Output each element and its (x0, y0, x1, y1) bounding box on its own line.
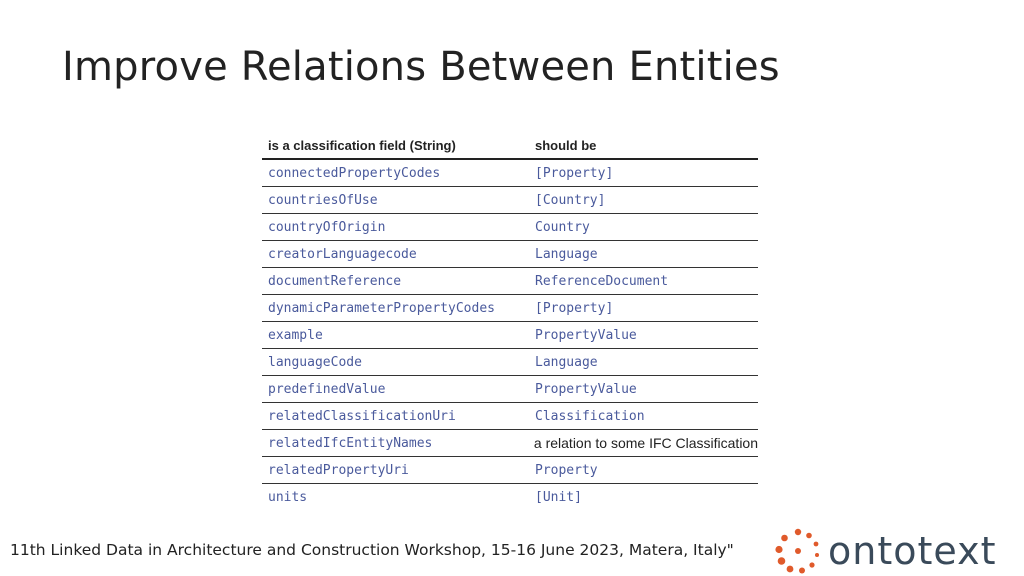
should-be-cell: Property (535, 462, 598, 478)
table-row (262, 268, 758, 295)
ontotext-logo (774, 527, 996, 575)
table-row (262, 214, 758, 241)
field-cell: documentReference (268, 273, 402, 289)
should-be-cell: ReferenceDocument (535, 273, 669, 289)
field-cell: predefinedValue (268, 381, 386, 397)
should-be-cell: Country (535, 219, 590, 235)
table-row (262, 403, 758, 430)
table-row (262, 376, 758, 403)
table-row (262, 430, 758, 457)
relations-table (262, 133, 758, 511)
table-row (262, 160, 758, 187)
logo-wordmark: ontotext (828, 529, 997, 573)
table-row (262, 349, 758, 376)
field-cell: languageCode (268, 354, 362, 370)
table-row (262, 457, 758, 484)
field-cell: relatedPropertyUri (268, 462, 409, 478)
should-be-cell: PropertyValue (535, 327, 637, 343)
field-cell: connectedPropertyCodes (268, 165, 441, 181)
field-cell: countryOfOrigin (268, 219, 386, 235)
should-be-cell: PropertyValue (535, 381, 637, 397)
should-be-cell: Language (535, 354, 598, 370)
should-be-cell: Classification (535, 408, 645, 424)
field-cell: units (268, 490, 308, 505)
ontotext-dot-ring-logo-icon (774, 527, 822, 575)
field-cell: example (268, 327, 323, 343)
should-be-cell: a relation to some IFC Classification (533, 435, 758, 451)
field-cell: countriesOfUse (268, 192, 378, 208)
slide-footer: 11th Linked Data in Architecture and Construction Workshop, 15-16 June 2023, Matera, Italy" (10, 541, 734, 559)
field-cell: creatorLanguagecode (268, 246, 417, 262)
field-cell: relatedIfcEntityNames (268, 435, 433, 451)
table-header-row (262, 133, 758, 160)
column-header-should-be: should be (535, 138, 597, 153)
should-be-cell: [Property] (535, 165, 614, 181)
should-be-cell: [Unit] (535, 490, 582, 505)
table-row (262, 187, 758, 214)
table-row (262, 322, 758, 349)
slide-title: Improve Relations Between Entities (62, 44, 780, 90)
should-be-cell: [Property] (535, 300, 614, 316)
table-row (262, 241, 758, 268)
table-row (262, 295, 758, 322)
column-header-field: is a classification field (String) (268, 138, 456, 153)
field-cell: dynamicParameterPropertyCodes (268, 300, 495, 316)
table-row (262, 484, 758, 511)
should-be-cell: [Country] (535, 192, 606, 208)
field-cell: relatedClassificationUri (268, 408, 456, 424)
should-be-cell: Language (535, 246, 598, 262)
